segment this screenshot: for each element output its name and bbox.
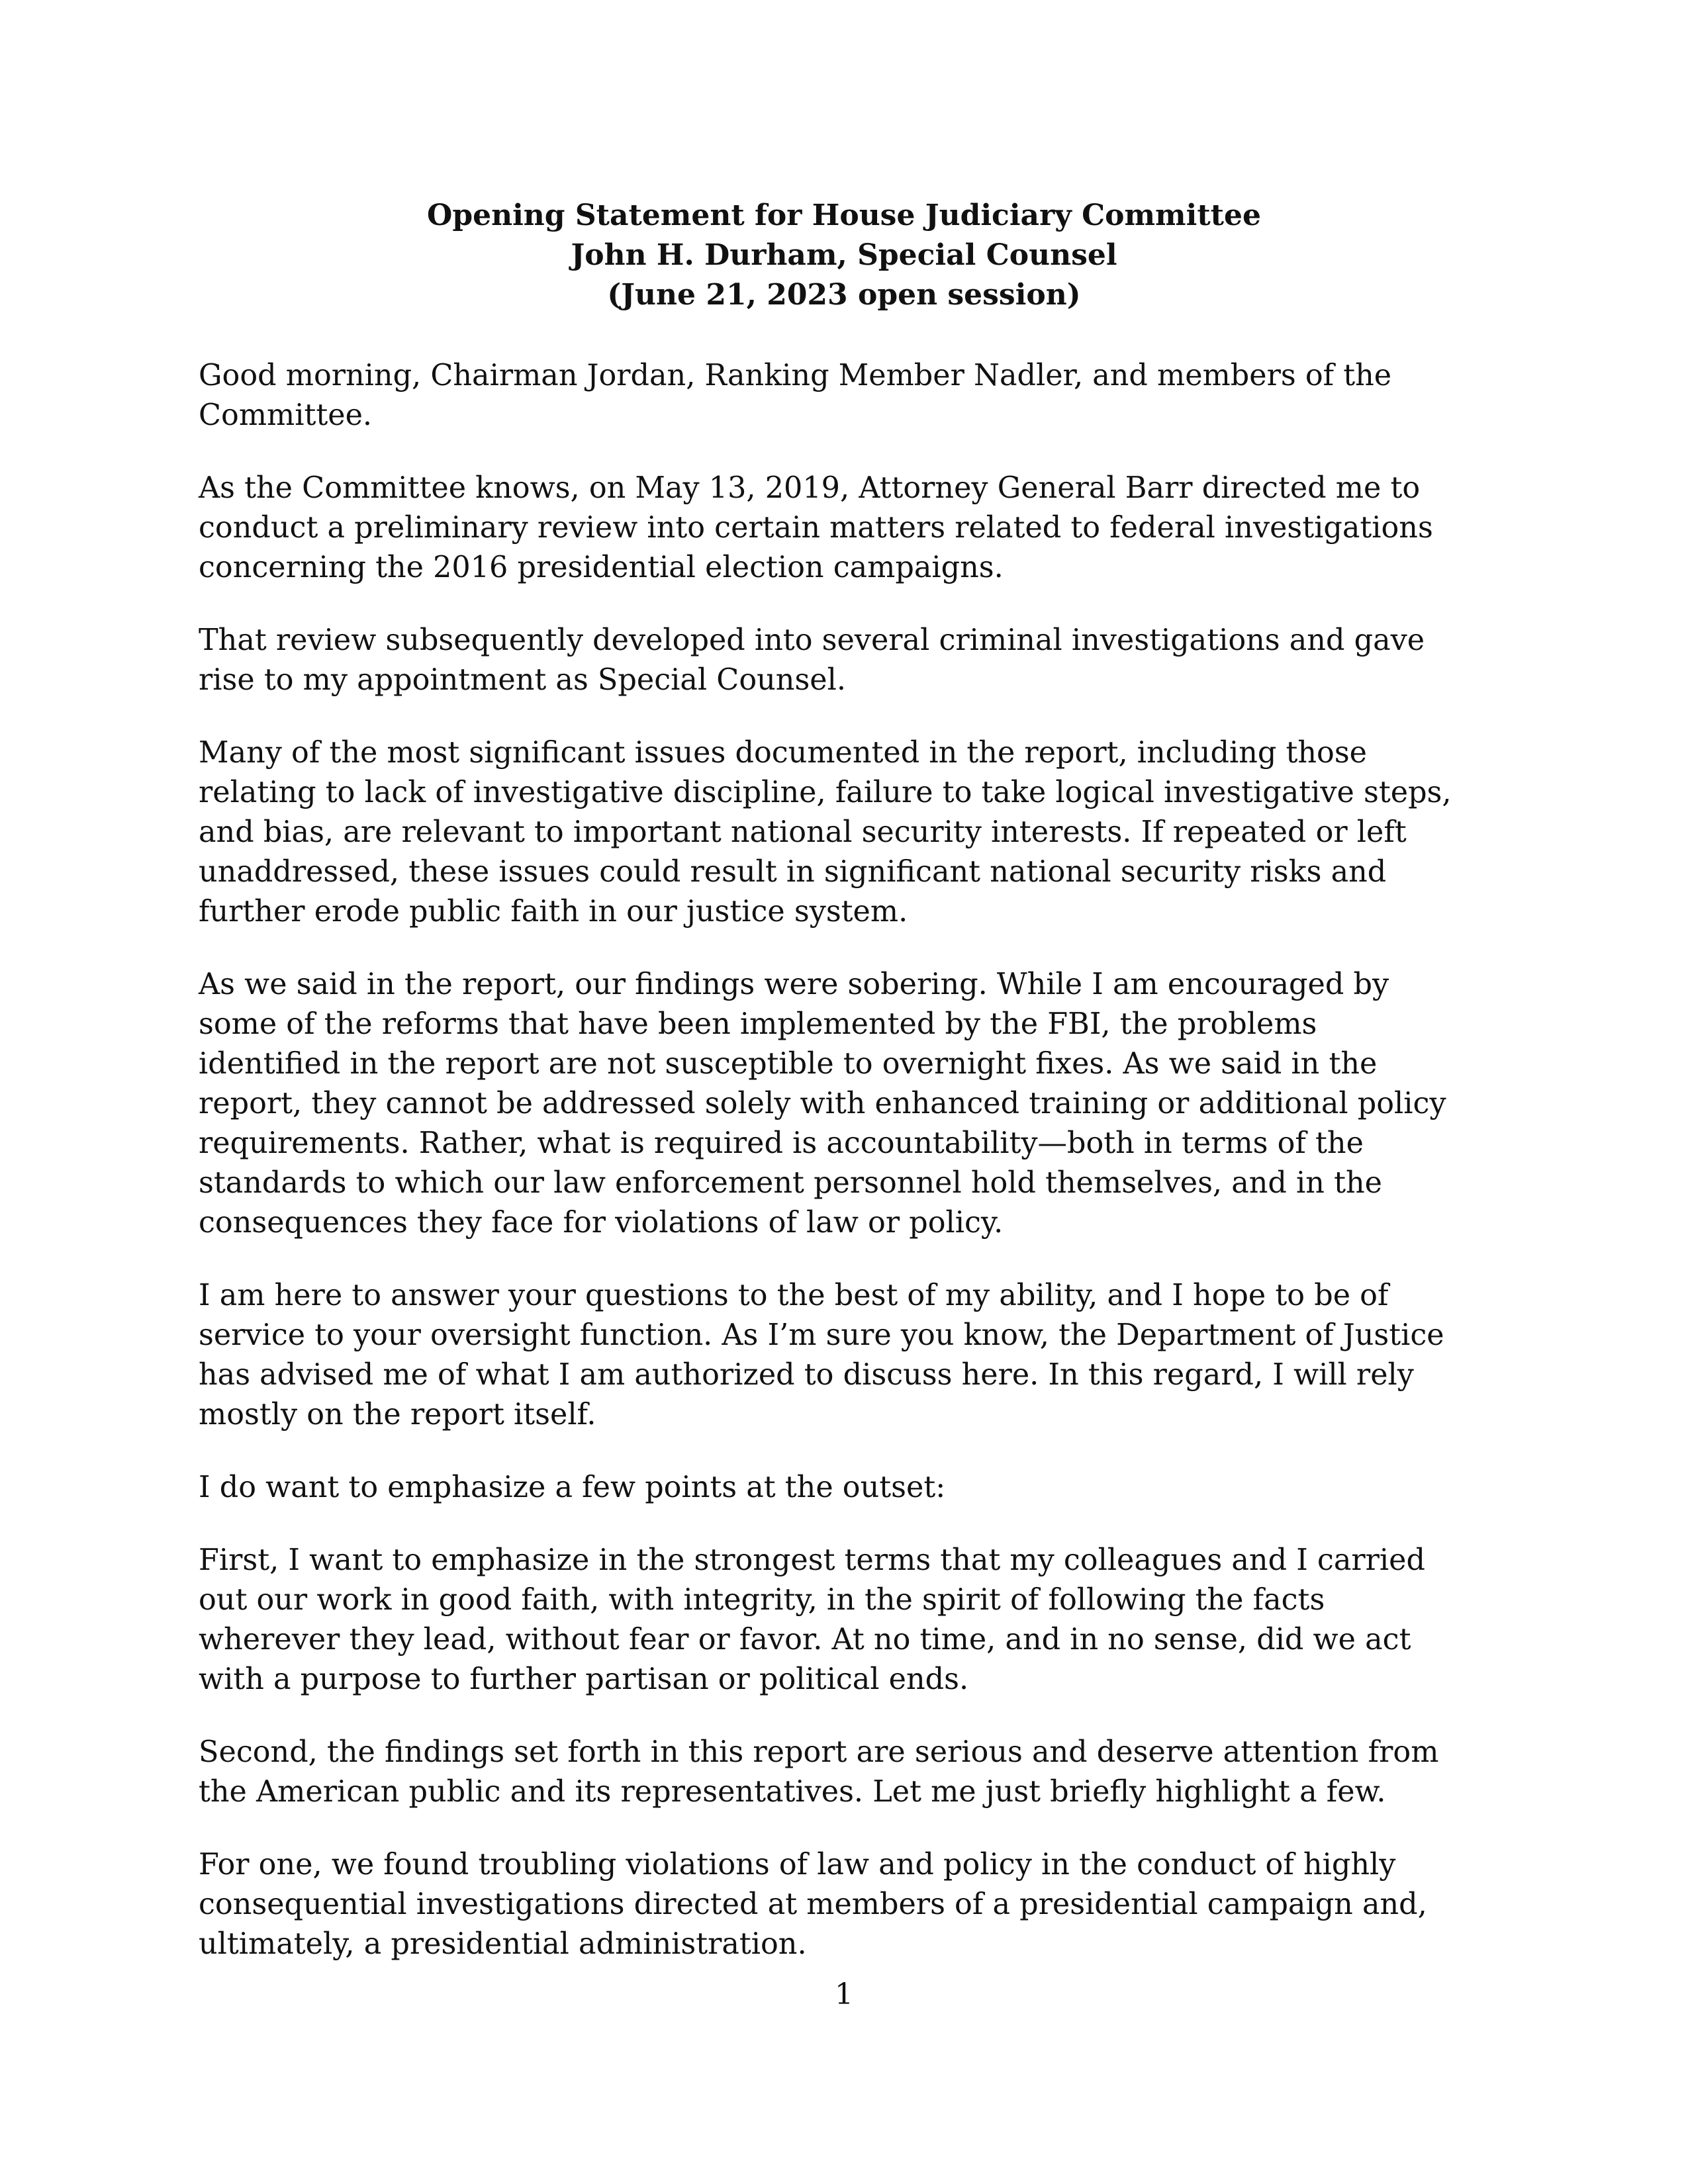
paragraph-line: the American public and its representatives. Let me just briefly highlight a few. xyxy=(199,1775,1386,1809)
paragraph xyxy=(199,1276,1489,1435)
document-header xyxy=(0,196,1688,315)
paragraph xyxy=(199,1845,1489,1964)
paragraph-line: consequences they face for violations of law or policy. xyxy=(199,1206,1004,1240)
paragraph-line: with a purpose to further partisan or political ends. xyxy=(199,1662,969,1696)
paragraph-line: Second, the findings set forth in this report are serious and deserve attention from xyxy=(199,1735,1439,1769)
paragraph-line: further erode public faith in our justice system. xyxy=(199,895,908,929)
paragraph-line: That review subsequently developed into several criminal investigations and gave xyxy=(199,623,1425,657)
paragraph-line: Good morning, Chairman Jordan, Ranking Member Nadler, and members of the xyxy=(199,359,1392,392)
paragraph-line: ultimately, a presidential administration. xyxy=(199,1927,807,1961)
paragraph-line: mostly on the report itself. xyxy=(199,1398,596,1432)
paragraph xyxy=(199,965,1489,1243)
paragraph xyxy=(199,1541,1489,1700)
document-body xyxy=(199,356,1489,1997)
paragraph-line: rise to my appointment as Special Counsel. xyxy=(199,663,847,697)
paragraph-line: wherever they lead, without fear or favor. At no time, and in no sense, did we act xyxy=(199,1623,1411,1657)
paragraph xyxy=(199,621,1489,700)
paragraph-line: As we said in the report, our findings were sobering. While I am encouraged by xyxy=(199,968,1389,1001)
paragraph xyxy=(199,1468,1489,1508)
paragraph xyxy=(199,356,1489,435)
paragraph-line: First, I want to emphasize in the strongest terms that my colleagues and I carried xyxy=(199,1543,1425,1577)
paragraph-line: identified in the report are not susceptible to overnight fixes. As we said in the xyxy=(199,1047,1378,1081)
paragraph-line: requirements. Rather, what is required is accountability—both in terms of the xyxy=(199,1126,1364,1160)
paragraph-line: unaddressed, these issues could result in significant national security risks and xyxy=(199,855,1387,889)
paragraph xyxy=(199,469,1489,588)
paragraph-line: Committee. xyxy=(199,398,373,432)
paragraph-line: standards to which our law enforcement personnel hold themselves, and in the xyxy=(199,1166,1382,1200)
paragraph-line: consequential investigations directed at members of a presidential campaign and, xyxy=(199,1888,1427,1921)
paragraph-line: Many of the most significant issues documented in the report, including those xyxy=(199,736,1367,770)
paragraph-line: relating to lack of investigative discipline, failure to take logical investigative steps, xyxy=(199,776,1452,809)
paragraph-line: concerning the 2016 presidential election campaigns. xyxy=(199,551,1004,584)
header-session-date: (June 21, 2023 open session) xyxy=(607,278,1081,312)
paragraph-line: I do want to emphasize a few points at the outset: xyxy=(199,1471,946,1504)
paragraph-line: report, they cannot be addressed solely with enhanced training or additional policy xyxy=(199,1087,1446,1120)
paragraph-line: I am here to answer your questions to the best of my ability, and I hope to be of xyxy=(199,1279,1389,1312)
page-number: 1 xyxy=(835,1978,853,2011)
paragraph-line: As the Committee knows, on May 13, 2019, Attorney General Barr directed me to xyxy=(199,471,1421,505)
paragraph-line: has advised me of what I am authorized to discuss here. In this regard, I will rely xyxy=(199,1358,1414,1392)
header-author: John H. Durham, Special Counsel xyxy=(571,238,1117,272)
paragraph xyxy=(199,733,1489,932)
paragraph-line: some of the reforms that have been implemented by the FBI, the problems xyxy=(199,1007,1317,1041)
paragraph-line: For one, we found troubling violations of law and policy in the conduct of highly xyxy=(199,1848,1396,1882)
paragraph-line: out our work in good faith, with integrity, in the spirit of following the facts xyxy=(199,1583,1325,1617)
paragraph-line: service to your oversight function. As I’m sure you know, the Department of Justice xyxy=(199,1318,1444,1352)
header-title: Opening Statement for House Judiciary Committee xyxy=(427,199,1261,232)
paragraph-line: and bias, are relevant to important national security interests. If repeated or left xyxy=(199,815,1407,849)
paragraph-line: conduct a preliminary review into certain matters related to federal investigations xyxy=(199,511,1433,545)
paragraph xyxy=(199,1733,1489,1812)
